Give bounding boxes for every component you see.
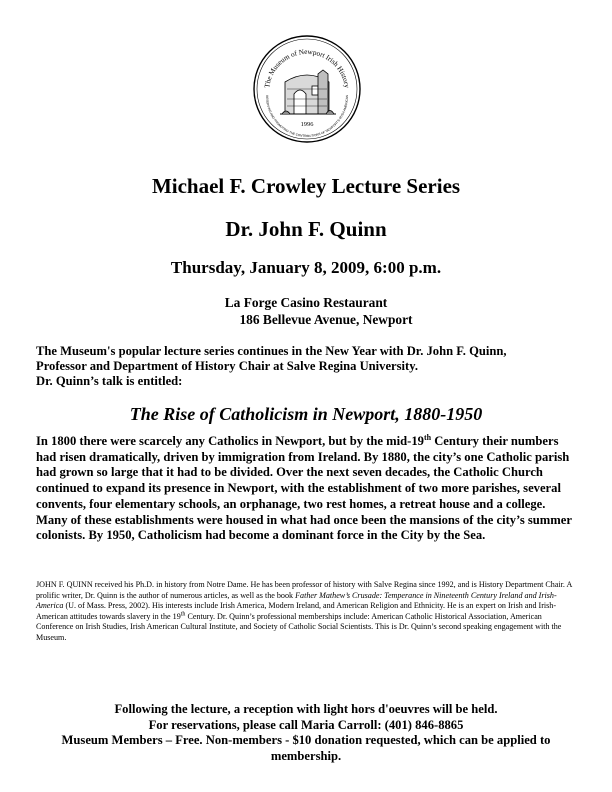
history-paragraph [36,434,576,544]
seal-top-text: The Museum of Newport Irish History [263,47,351,89]
venue-address: 186 Bellevue Avenue, Newport [239,312,413,327]
seal-bottom-text: RESERVING AND PROMOTING THE CONTRIBUTIONS OF NEWPORT'S IRISH-AMERICAN [264,95,350,139]
book-title: Father Mathew’s Crusade: Temperance in Nineteenth Century Ireland and Irish-America [36,590,557,611]
footer-line: For reservations, please call Maria Carroll: (401) 846-8865 [148,717,464,732]
seal-year: 1996 [300,121,314,128]
intro-paragraph [36,344,581,389]
event-date-time: Thursday, January 8, 2009, 6:00 p.m. [170,258,442,277]
history-text: Century their numbers had risen dramatically, driven by immigration from Ireland. By 1880, the city’s one Catholic parish had grown so large that it had to be divided. Over the next seven decades, the Catholic Church continued to expand its presence in Newport, with the establishment of two more parishes, several convents, four elementary schools, an orphanage, two rest homes, a retreat house and a college. Many of these establishments were housed in what had once been the mansions of the city’s summer colonists. By 1950, Catholicism had become a dominant force in the City by the Sea. [36,434,572,543]
superscript: th [180,611,186,618]
history-text: In 1800 there were scarcely any Catholics in Newport, but by the mid-19 [36,434,424,448]
speaker-bio [36,580,574,644]
footer-line: Museum Members – Free. Non-members - $10 donation requested, which can be applied to membership. [61,733,551,764]
series-title: Michael F. Crowley Lecture Series [151,174,461,198]
bio-text: Century. Dr. Quinn’s professional memberships include: American Catholic Historical Association, American Conference on Irish Studies, Irish American Cultural Institute, and Society of Catholic Social Scientists. This is Dr. Quinn’s second speaking engagement with the Museum. [36,611,562,642]
intro-line: The Museum's popular lecture series continues in the New Year with Dr. John F. Quinn, [36,344,507,358]
seal-ruin-illustration [280,70,336,114]
intro-line: Dr. Quinn’s talk is entitled: [36,374,183,388]
superscript: th [423,432,432,442]
museum-seal-logo [252,34,362,144]
bio-text: (U. of Mass. Press, 2002). His interests include Irish America, Modern Ireland, and American Religion and Ethnicity. He is an expert on Irish and Irish-American attitudes towards slavery in the 19 [36,601,557,621]
talk-title: The Rise of Catholicism in Newport, 1880-1950 [129,404,483,424]
footer-line: Following the lecture, a reception with light hors d'oeuvres will be held. [114,702,498,716]
intro-line: Professor and Department of History Chair at Salve Regina University. [36,359,418,373]
bio-text: JOHN F. QUINN received his Ph.D. in history from Notre Dame. He has been professor of history with Salve Regina since 1992, and is History Department Chair. A prolific writer, Dr. Quinn is the author of numerous articles, as well as the book [36,580,572,600]
venue-name: La Forge Casino Restaurant [224,295,388,310]
reception-info [36,702,576,765]
speaker-name: Dr. John F. Quinn [225,217,387,241]
venue-block [0,294,612,328]
